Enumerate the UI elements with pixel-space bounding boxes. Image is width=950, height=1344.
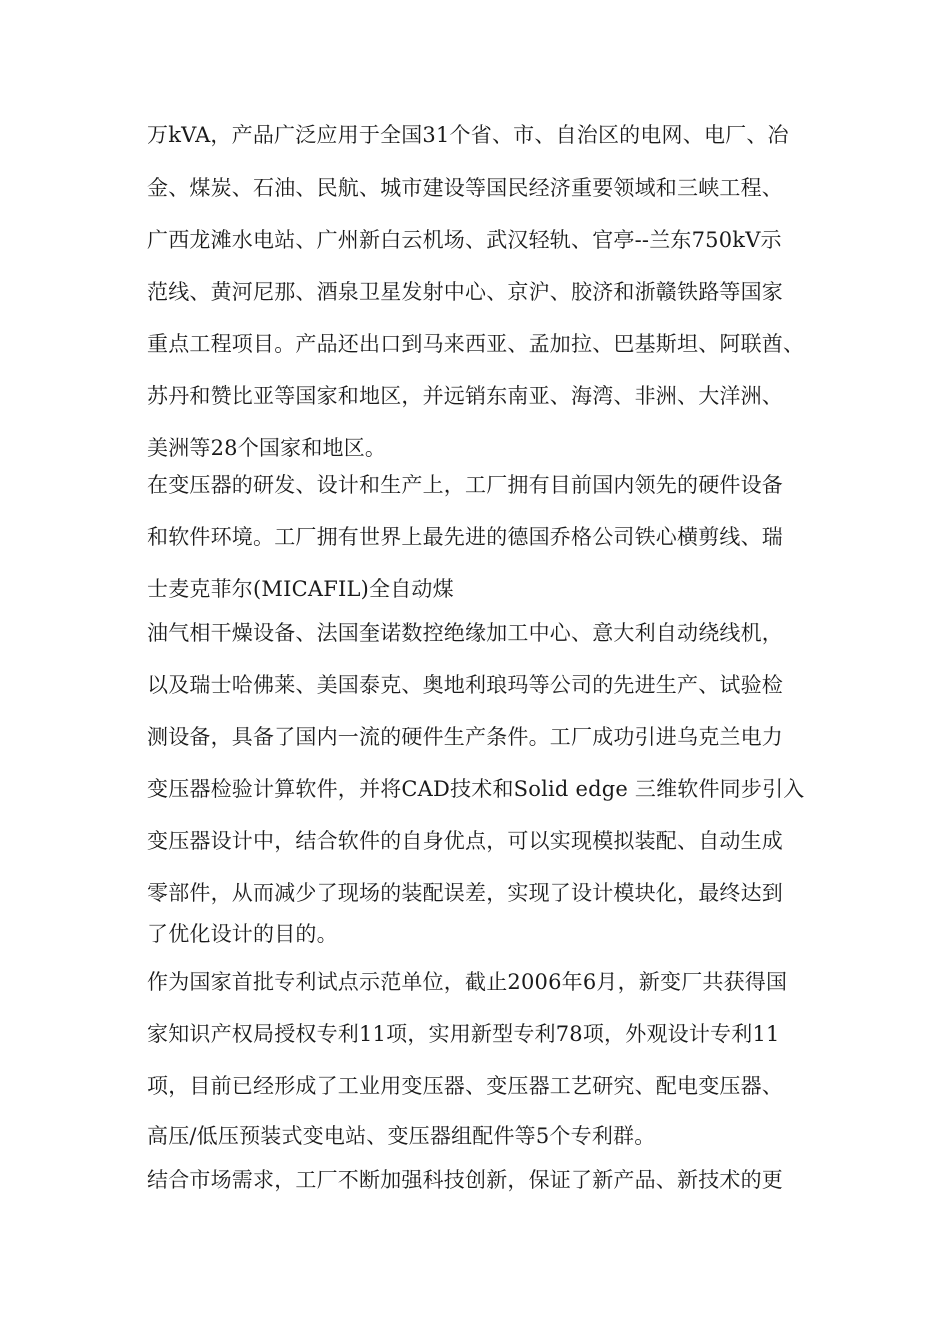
text-line: 士麦克菲尔(MICAFIL)全自动煤 bbox=[147, 577, 454, 601]
text-line: 美洲等28个国家和地区。 bbox=[147, 436, 387, 460]
text-line: 高压/低压预装式变电站、变压器组配件等5个专利群。 bbox=[147, 1124, 656, 1148]
text-line: 变压器设计中，结合软件的自身优点，可以实现模拟装配、自动生成 bbox=[147, 829, 783, 853]
text-line: 苏丹和赞比亚等国家和地区，并远销东南亚、海湾、非洲、大洋洲、 bbox=[147, 384, 783, 408]
text-line: 万kVA，产品广泛应用于全国31个省、市、自治区的电网、电厂、冶 bbox=[147, 123, 789, 147]
text-line: 在变压器的研发、设计和生产上，工厂拥有目前国内领先的硬件设备 bbox=[147, 473, 783, 497]
text-line: 家知识产权局授权专利11项，实用新型专利78项，外观设计专利11 bbox=[147, 1022, 780, 1046]
text-line: 广西龙滩水电站、广州新白云机场、武汉轻轨、官亭--兰东750kV示 bbox=[147, 228, 782, 252]
text-line: 重点工程项目。产品还出口到马来西亚、孟加拉、巴基斯坦、阿联酋、 bbox=[147, 332, 805, 356]
text-line: 和软件环境。工厂拥有世界上最先进的德国乔格公司铁心横剪线、瑞 bbox=[147, 525, 783, 549]
text-line: 金、煤炭、石油、民航、城市建设等国民经济重要领域和三峡工程、 bbox=[147, 176, 783, 200]
text-line: 范线、黄河尼那、酒泉卫星发射中心、京沪、胶济和浙赣铁路等国家 bbox=[147, 280, 783, 304]
text-line: 项，目前已经形成了工业用变压器、变压器工艺研究、配电变压器、 bbox=[147, 1074, 783, 1098]
text-line: 作为国家首批专利试点示范单位，截止2006年6月，新变厂共获得国 bbox=[147, 970, 788, 994]
text-line: 了优化设计的目的。 bbox=[147, 922, 338, 946]
text-line: 油气相干燥设备、法国奎诺数控绝缘加工中心、意大利自动绕线机， bbox=[147, 621, 783, 645]
text-line: 结合市场需求，工厂不断加强科技创新，保证了新产品、新技术的更 bbox=[147, 1168, 783, 1192]
text-line: 以及瑞士哈佛莱、美国泰克、奥地利琅玛等公司的先进生产、试验检 bbox=[147, 673, 783, 697]
text-line: 测设备，具备了国内一流的硬件生产条件。工厂成功引进乌克兰电力 bbox=[147, 725, 783, 749]
text-line: 变压器检验计算软件，并将CAD技术和Solid edge 三维软件同步引入 bbox=[147, 777, 805, 801]
text-line: 零部件，从而减少了现场的装配误差，实现了设计模块化，最终达到 bbox=[147, 881, 783, 905]
